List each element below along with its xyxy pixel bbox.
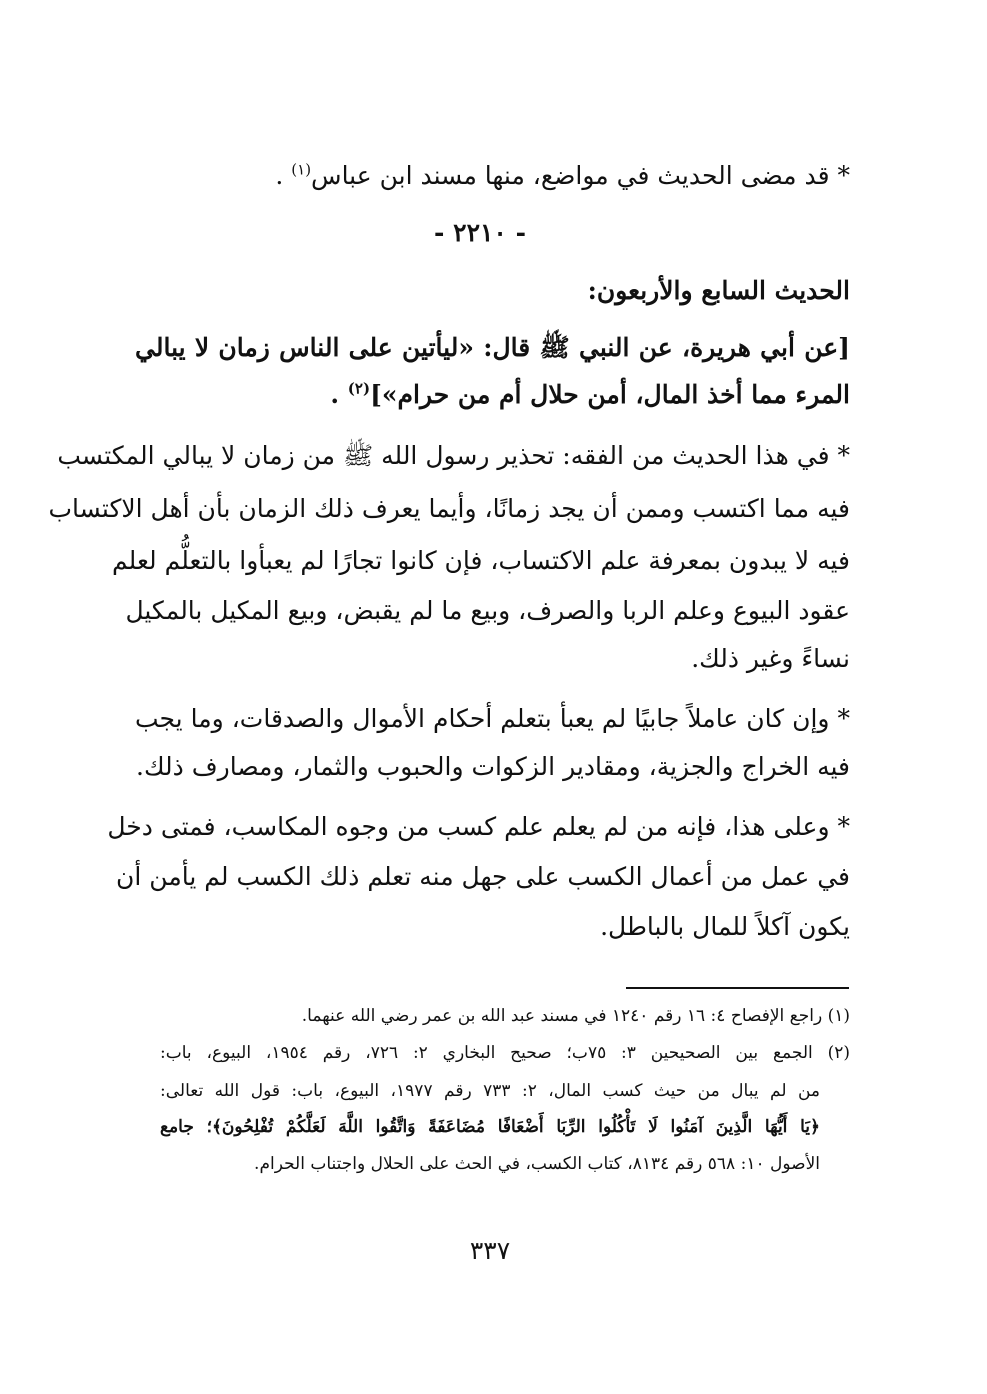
matn-line-1: [عن أبي هريرة، عن النبي ﷺ قال: «ليأتين على الناس زمان لا يبالي [135,333,850,362]
footnote-ref-2: (٢) [347,379,371,398]
para3-line-2: في عمل من أعمال الكسب على جهل منه تعلم ذلك الكسب لم يأمن أن [116,862,850,891]
para1-line-1: * في هذا الحديث من الفقه: تحذير رسول الله ﷺ من زمان لا يبالي المكتسب [57,441,850,470]
footnote-2-line-3: ﴿يَا أَيُّهَا الَّذِينَ آمَنُوا لَا تَأْكُلُوا الرِّبَا أَضْعَافًا مُضَاعَفَةً وَاتَّقُوا اللَّهَ لَعَلَّكُمْ تُفْلِحُونَ﴾؛ جامع [160,1117,820,1137]
matn-line-2 [330,379,850,410]
para1-line-4: عقود البيوع وعلم الربا والصرف، وبيع ما لم يقبض، وبيع المكيل بالمكيل [125,596,850,625]
footnote-1: (١) راجع الإفصاح ٤: ١٦ رقم ١٢٤٠ في مسند عبد الله بن عمر رضي الله عنهما. [301,1006,850,1026]
para3-line-1: * وعلى هذا، فإنه من لم يعلم علم كسب من وجوه المكاسب، فمتى دخل [107,812,850,841]
footnote-ref-1: (١) [291,160,312,179]
matn-text-2: المرء مما أخذ المال، أمن حلال أم من حرام»] [370,380,850,409]
footnote-2-line-4: الأصول ١٠: ٥٦٨ رقم ٨١٣٤، كتاب الكسب، في الحث على الحلال واجتناب الحرام. [254,1154,820,1174]
footnote-2-line-1: (٢) الجمع بين الصحيحين ٣: ٧٥ب؛ صحيح البخاري ٢: ٧٢٦، رقم ١٩٥٤، البيوع، باب: [160,1043,850,1063]
para1-line-5: نساءً وغير ذلك. [691,644,850,673]
intro-period: . [275,161,284,190]
footnote-2-line-2: من لم يبال من حيث كسب المال، ٢: ٧٣٣ رقم ١٩٧٧، البيوع، باب: قول الله تعالى: [160,1081,820,1101]
page-number: ٣٣٧ [469,1236,511,1265]
intro-text: * قد مضى الحديث في مواضع، منها مسند ابن عباس [311,161,850,190]
hadith-heading: الحديث السابع والأربعون: [587,276,850,305]
para1-line-3: فيه لا يبدون بمعرفة علم الاكتساب، فإن كانوا تجارًا لم يعبأوا بالتعلُّم لعلم [112,546,850,575]
para2-line-2: فيه الخراج والجزية، ومقادير الزكوات والحبوب والثمار، ومصارف ذلك. [136,752,850,781]
para1-line-2: فيه مما اكتسب وممن أن يجد زمانًا، وأيما يعرف ذلك الزمان بأن أهل الاكتساب [48,494,850,523]
hadith-number: - ٢٢١٠ - [434,218,526,247]
intro-line [275,160,850,191]
para2-line-1: * وإن كان عاملاً جابيًا لم يعبأ بتعلم أحكام الأموال والصدقات، وما يجب [135,704,850,733]
para3-line-3: يكون آكلاً للمال بالباطل. [600,912,850,941]
footnote-separator [626,987,849,989]
matn-period: . [330,380,340,409]
